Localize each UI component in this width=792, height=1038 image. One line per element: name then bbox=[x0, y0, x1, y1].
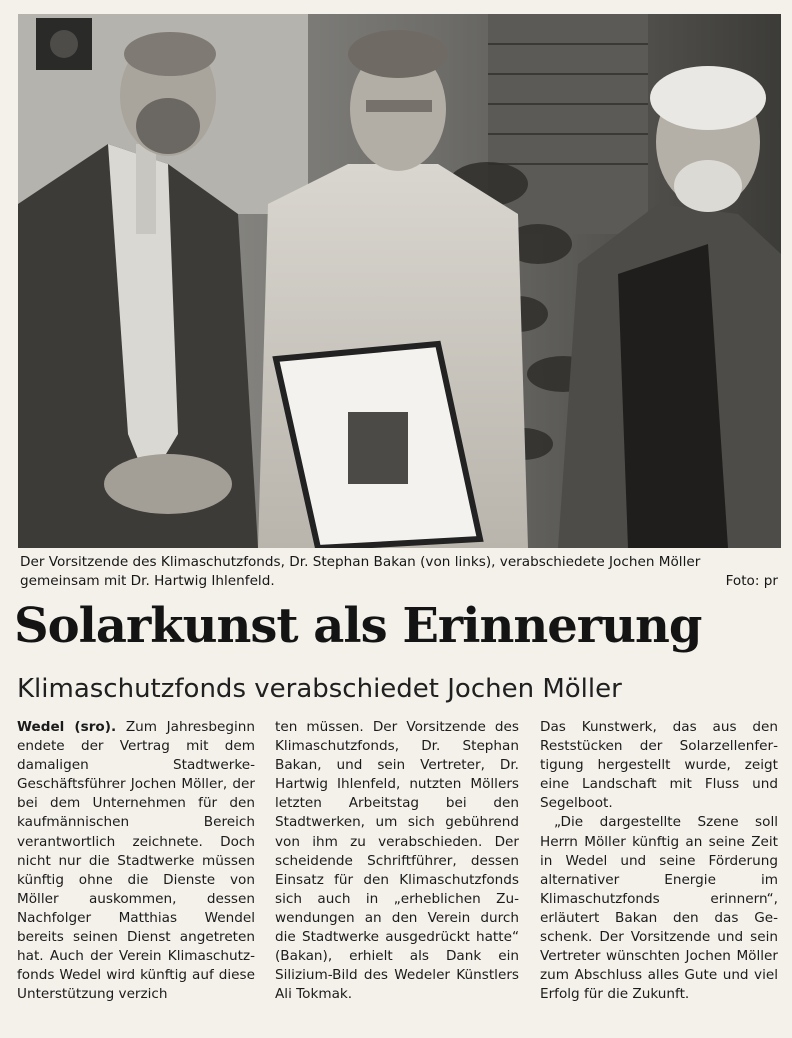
article-column-3 bbox=[540, 718, 778, 1004]
column-3-text-a: Das Kunstwerk, das aus den Reststücken der Solarzellenfertigung hergestellt wurde, zeigt eine Landschaft mit Fluss und Segelboot. bbox=[540, 719, 778, 812]
caption-text: Der Vorsitzende des Klimaschutzfonds, Dr. Stephan Bakan (von links), verabschiedete Jochen Möller gemeinsam mit Dr. Hartwig Ihlenfeld. bbox=[20, 554, 701, 589]
column-3-text-b: „Die dargestellte Szene soll Herrn Möller künftig an seine Zeit in Wedel und seine Förderung alternativer Energie im Klimaschutzfonds erinnern“, erläutert Bakan den das Geschenk. Der Vorsitzende und sein Vertreter wünschten Jochen Möller zum Abschluss alles Gute und viel Erfolg für die Zukunft. bbox=[540, 814, 778, 1003]
column-1-text: Zum Jahresbeginn endete der Vertrag mit dem damaligen Stadtwerke-Geschäftsführer Jochen Möller, der bei dem Unternehmen für den kaufmännischen Bereich verantwortlich zeichnete. Doch nicht nur die Stadtwerke müssen künftig ohne die Dienste von Möller auskommen, dessen Nachfolger Matthias Wendel bereits seinen Dienst angetreten hat. Auch der Verein Klimaschutzfonds Wedel wird künftig auf diese Unterstützung verzich bbox=[17, 719, 255, 1003]
photo-caption bbox=[20, 553, 778, 591]
article-photo bbox=[18, 14, 781, 548]
photo-illustration bbox=[18, 14, 781, 548]
column-2-text: ten müssen. Der Vorsitzende des Klimaschutzfonds, Dr. Stephan Bakan, und sein Vertreter, Dr. Hartwig Ihlenfeld, nutzten Möllers letzten Arbeitstag bei den Stadtwerken, um sich gebührend von ihm zu verabschieden. Der scheidende Schriftführer, dessen Einsatz für den Klimaschutzfonds sich auch in „erheblichen Zuwendungen an den Verein durch die Stadtwerke ausgedrückt hatte“ (Bakan), erhielt als Dank ein Silizium-Bild des Wedeler Künstlers Ali Tokmak. bbox=[275, 719, 519, 1003]
article-headline: Solarkunst als Erinnerung bbox=[14, 598, 702, 654]
article-column-1 bbox=[17, 718, 255, 1004]
article-column-2 bbox=[275, 718, 519, 1004]
article-subheadline: Klimaschutzfonds verabschiedet Jochen Möller bbox=[17, 674, 622, 704]
dateline: Wedel (sro). bbox=[17, 719, 117, 735]
photo-credit: Foto: pr bbox=[725, 573, 778, 589]
